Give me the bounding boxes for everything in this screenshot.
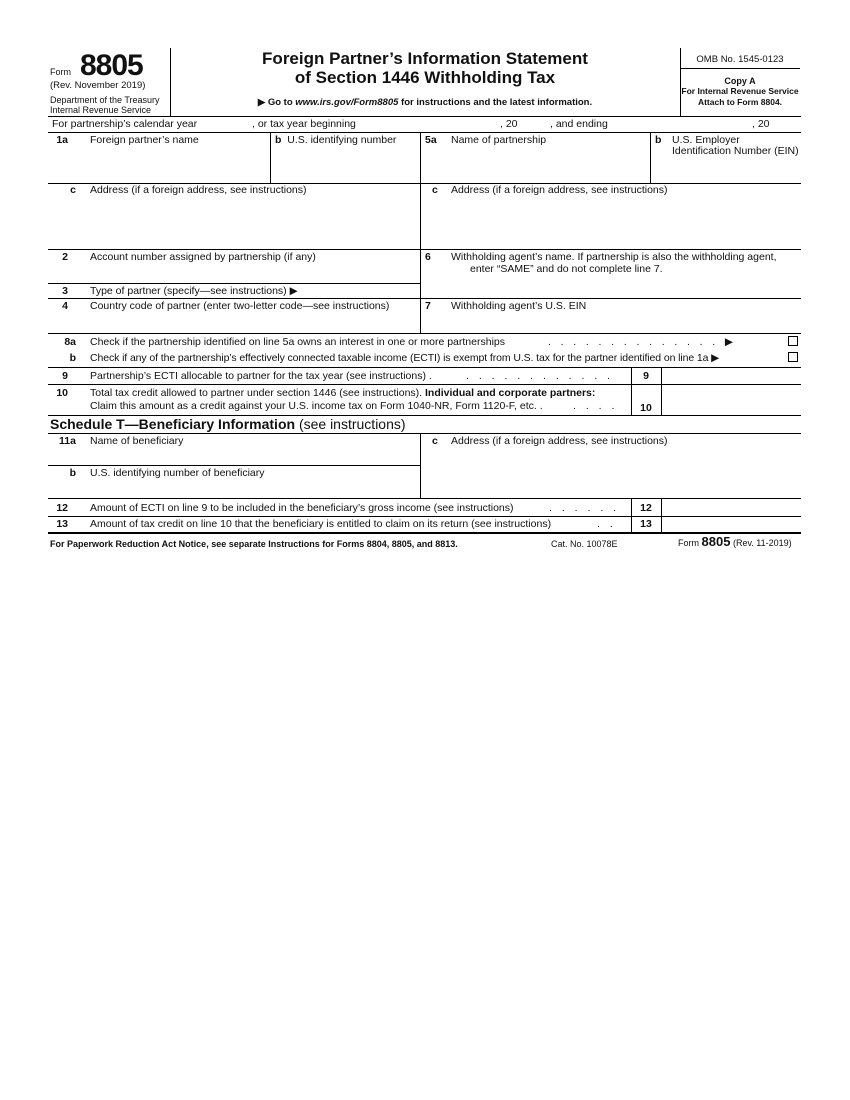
line-6-number: 6 xyxy=(425,251,431,263)
footer-form-id xyxy=(678,536,792,549)
footer-revision: (Rev. 11-2019) xyxy=(732,538,792,548)
schedule-t-column-divider xyxy=(420,433,421,498)
line-2-number: 2 xyxy=(62,251,68,263)
row-2-bottom-rule xyxy=(48,283,420,284)
line-8b-label: Check if any of the partnership’s effectively connected taxable income (ECTI) is exempt from U.S. tax for the partner identified on line 1a ▶ xyxy=(90,352,720,364)
line-5c-number: c xyxy=(432,184,438,196)
tax-year-twenty-1: , 20 xyxy=(500,118,518,130)
line-12-number: 12 xyxy=(56,502,68,514)
line-10-label-1 xyxy=(90,387,595,399)
line-5a-label: Name of partnership xyxy=(451,134,547,146)
row-4-bottom-rule xyxy=(48,333,801,334)
copy-subtitle-1: For Internal Revenue Service xyxy=(681,86,799,96)
paperwork-notice: For Paperwork Reduction Act Notice, see separate Instructions for Forms 8804, 8805, and 8813. xyxy=(50,539,458,549)
line-5c-label: Address (if a foreign address, see instructions) xyxy=(451,184,668,196)
line-7-label: Withholding agent’s U.S. EIN xyxy=(451,300,587,312)
line-8b-number: b xyxy=(69,352,76,364)
tax-year-rule xyxy=(48,132,801,133)
line-10-amount-field[interactable] xyxy=(662,385,800,414)
line-3-number: 3 xyxy=(62,285,68,297)
line-13-amount-field[interactable] xyxy=(662,517,800,532)
line-11c-number: c xyxy=(432,435,438,447)
line-12-amount-field[interactable] xyxy=(662,499,800,515)
line-13-dots: . . xyxy=(597,518,617,530)
line-10-bold-text: Individual and corporate partners: xyxy=(425,387,596,399)
line-8b-checkbox[interactable] xyxy=(788,352,798,362)
line-10-dots: . . . . xyxy=(573,400,618,412)
tax-year-twenty-2: , 20 xyxy=(752,118,770,130)
line-1c-label: Address (if a foreign address, see instructions) xyxy=(90,184,307,196)
line-5b-label-2: Identification Number (EIN) xyxy=(672,145,799,157)
line-1c-number: c xyxy=(70,184,76,196)
line-10-box-number: 10 xyxy=(640,402,652,414)
line-1b-divider xyxy=(270,132,271,183)
form-label: Form xyxy=(50,67,71,77)
line-5b-label-1: U.S. Employer xyxy=(672,134,740,146)
revision-date: (Rev. November 2019) xyxy=(50,80,146,91)
line-8a-checkbox[interactable] xyxy=(788,336,798,346)
line-13-box-number: 13 xyxy=(640,518,652,530)
line-5b-number: b xyxy=(655,134,662,146)
tax-year-beginning-label: , or tax year beginning xyxy=(252,118,356,130)
row-3-bottom-rule xyxy=(48,298,801,299)
schedule-t-title: Schedule T—Beneficiary Information xyxy=(50,416,296,432)
agency: Internal Revenue Service xyxy=(50,105,152,115)
catalog-number: Cat. No. 10078E xyxy=(551,539,618,549)
line-6-label-2: enter “SAME” and do not complete line 7. xyxy=(470,263,663,275)
omb-divider xyxy=(680,68,800,69)
form-number: 8805 xyxy=(80,49,143,82)
form-title-line2: of Section 1446 Withholding Tax xyxy=(294,68,556,87)
line-1a-label: Foreign partner’s name xyxy=(90,134,199,146)
schedule-t-subtitle: (see instructions) xyxy=(295,416,406,432)
line-1b-label xyxy=(275,134,396,146)
line-8a-dots: . . . . . . . . . . . . . . ▶ xyxy=(548,336,737,348)
goto-suffix: for instructions and the latest information. xyxy=(398,97,593,108)
instructions-url[interactable]: www.irs.gov/Form8805 xyxy=(295,97,399,108)
form-title-line1: Foreign Partner’s Information Statement xyxy=(262,49,588,68)
line-3-label: Type of partner (specify—see instructions) ▶ xyxy=(90,285,298,297)
line-4-label: Country code of partner (enter two-letter code—see instructions) xyxy=(90,300,390,312)
line-12-label: Amount of ECTI on line 9 to be included in the beneficiary’s gross income (see instructions) xyxy=(90,502,514,514)
line-9-dots: . . . . . . . . . . . . xyxy=(466,370,614,382)
schedule-t-heading-rule xyxy=(48,433,801,434)
column-divider xyxy=(420,132,421,334)
line-9-box-number: 9 xyxy=(643,370,649,382)
line-10-text: Total tax credit allowed to partner under section 1446 (see instructions). xyxy=(90,387,426,399)
line-5b-divider xyxy=(650,132,651,183)
line-8a-number: 8a xyxy=(64,336,76,348)
line-10-label-2: Claim this amount as a credit against your U.S. income tax on Form 1040-NR, Form 1120-F, etc. . xyxy=(90,400,543,412)
line-8a-label: Check if the partnership identified on line 5a owns an interest in one or more partnerships xyxy=(90,336,505,348)
footer-form-word: Form xyxy=(678,538,699,548)
footer-form-number: 8805 xyxy=(701,534,731,549)
line-13-label: Amount of tax credit on line 10 that the beneficiary is entitled to claim on its return (see instructions) xyxy=(90,518,552,530)
line-9-label: Partnership’s ECTI allocable to partner for the tax year (see instructions) . xyxy=(90,370,432,382)
line-12-dots: . . . . . . xyxy=(549,502,620,514)
department: Department of the Treasury xyxy=(50,95,160,105)
line-11a-label: Name of beneficiary xyxy=(90,435,184,447)
line-11c-label: Address (if a foreign address, see instructions) xyxy=(451,435,668,447)
tax-year-label: For partnership’s calendar year xyxy=(52,118,198,130)
line-4-number: 4 xyxy=(62,300,68,312)
line-9-number: 9 xyxy=(62,370,68,382)
omb-number: OMB No. 1545-0123 xyxy=(696,54,784,65)
line-13-number: 13 xyxy=(56,518,68,530)
row-11a-bottom-rule xyxy=(48,465,420,466)
header-bottom-rule xyxy=(48,116,801,117)
line-1b-text: U.S. identifying number xyxy=(287,134,397,146)
line-10-number: 10 xyxy=(56,387,68,399)
line-6-label-1: Withholding agent’s name. If partnership is also the withholding agent, xyxy=(451,251,777,263)
copy-label: Copy A xyxy=(724,76,756,86)
line-12-box-number: 12 xyxy=(640,502,652,514)
line-11a-number: 11a xyxy=(59,435,76,447)
line-9-amount-field[interactable] xyxy=(662,368,800,383)
instructions-link-line xyxy=(170,97,680,109)
form-bottom-rule xyxy=(48,532,801,534)
line-1b-number: b xyxy=(275,134,282,146)
row-c-bottom-rule xyxy=(48,249,801,250)
tax-year-ending-label: , and ending xyxy=(550,118,608,130)
schedule-t-heading xyxy=(50,416,406,433)
line-11b-label: U.S. identifying number of beneficiary xyxy=(90,467,265,479)
line-1a-number: 1a xyxy=(56,134,68,146)
line-7-number: 7 xyxy=(425,300,431,312)
line-5a-number: 5a xyxy=(425,134,437,146)
goto-prefix: ▶ Go to xyxy=(257,97,296,108)
line-11b-number: b xyxy=(69,467,76,479)
copy-subtitle-2: Attach to Form 8804. xyxy=(697,97,783,107)
line-2-label: Account number assigned by partnership (if any) xyxy=(90,251,316,263)
